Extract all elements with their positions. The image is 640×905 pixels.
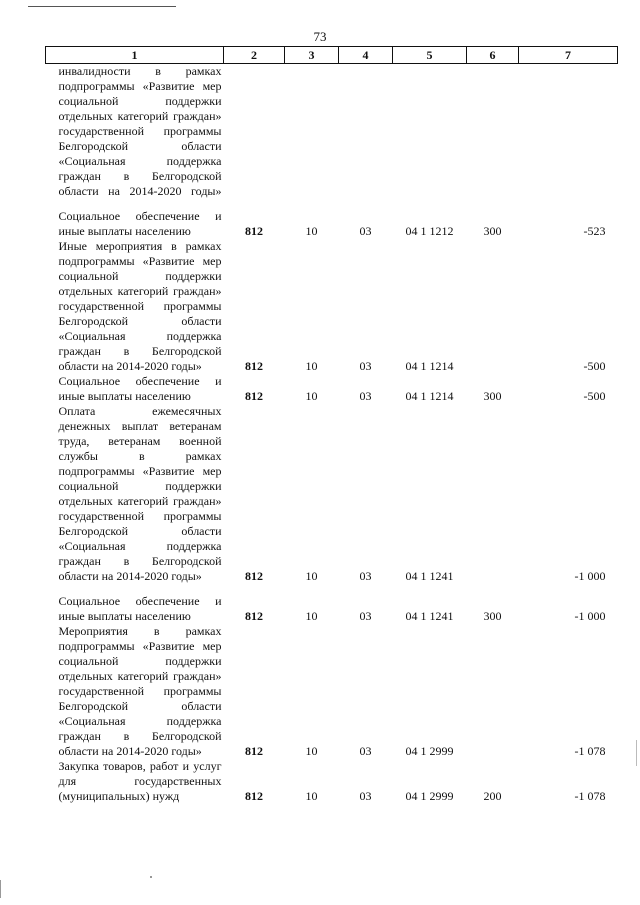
scan-speck bbox=[150, 876, 152, 878]
table-row bbox=[46, 374, 618, 404]
row-amount: -1 078 bbox=[574, 789, 606, 803]
column-header-5: 5 bbox=[393, 47, 467, 64]
row-admin-code: 812 bbox=[245, 389, 263, 403]
row-subsection: 03 bbox=[359, 569, 372, 583]
row-amount: -500 bbox=[583, 359, 606, 373]
row-subsection: 03 bbox=[359, 224, 372, 238]
row-description: Закупка товаров, работ и услуг для государственных (муниципальных) нужд bbox=[58, 759, 222, 803]
row-subsection bbox=[339, 64, 393, 200]
row-section: 10 bbox=[305, 389, 318, 403]
row-expense-type: 300 bbox=[483, 389, 502, 403]
row-amount: -1 078 bbox=[574, 744, 606, 758]
row-admin-code bbox=[224, 64, 285, 200]
row-expense-type bbox=[467, 624, 519, 759]
row-subsection: 03 bbox=[359, 789, 372, 803]
column-header-3: 3 bbox=[285, 47, 339, 64]
row-section: 10 bbox=[305, 569, 318, 583]
scan-edge-mark-right bbox=[636, 740, 637, 766]
row-expense-type: 300 bbox=[483, 609, 502, 623]
row-target-article: 04 1 1241 bbox=[405, 609, 454, 623]
header-row bbox=[46, 47, 618, 64]
row-admin-code: 812 bbox=[245, 569, 263, 583]
row-spacer bbox=[46, 199, 618, 209]
row-section: 10 bbox=[305, 359, 318, 373]
row-admin-code: 812 bbox=[245, 224, 263, 238]
budget-table bbox=[45, 46, 618, 804]
row-target-article: 04 1 1214 bbox=[405, 389, 454, 403]
row-description: Социальное обеспечение и иные выплаты населению bbox=[58, 209, 222, 238]
scan-edge-mark bbox=[0, 880, 1, 898]
table-row bbox=[46, 404, 618, 584]
row-target-article: 04 1 1241 bbox=[405, 569, 454, 583]
row-amount: -523 bbox=[583, 224, 606, 238]
row-subsection: 03 bbox=[359, 744, 372, 758]
column-header-2: 2 bbox=[224, 47, 285, 64]
row-target-article: 04 1 1214 bbox=[405, 359, 454, 373]
row-target-article: 04 1 2999 bbox=[405, 744, 454, 758]
row-description: Оплата ежемесячных денежных выплат ветеранам труда, ветеранам военной службы в рамках подпрограммы «Развитие мер социальной поддержки отдельных категорий граждан» государственной программы Белгородской области «Социальная поддержка граждан в Белгородской области на 2014-2020 годы» bbox=[58, 404, 222, 583]
row-expense-type bbox=[467, 239, 519, 374]
row-expense-type bbox=[467, 64, 519, 200]
row-spacer bbox=[46, 584, 618, 594]
row-admin-code: 812 bbox=[245, 789, 263, 803]
row-admin-code: 812 bbox=[245, 609, 263, 623]
table-row bbox=[46, 759, 618, 804]
row-target-article bbox=[393, 64, 467, 200]
row-amount: -500 bbox=[583, 389, 606, 403]
table-row bbox=[46, 594, 618, 624]
row-section: 10 bbox=[305, 789, 318, 803]
column-header-1: 1 bbox=[46, 47, 224, 64]
row-target-article: 04 1 1212 bbox=[405, 224, 454, 238]
table-row bbox=[46, 64, 618, 200]
row-section bbox=[285, 64, 339, 200]
row-section: 10 bbox=[305, 609, 318, 623]
row-description: Социальное обеспечение и иные выплаты населению bbox=[58, 374, 222, 403]
row-section: 10 bbox=[305, 224, 318, 238]
column-header-7: 7 bbox=[519, 47, 618, 64]
row-admin-code: 812 bbox=[245, 744, 263, 758]
table-row bbox=[46, 239, 618, 374]
row-description: Иные мероприятия в рамках подпрограммы «Развитие мер социальной поддержки отдельных категорий граждан» государственной программы Белгородской области «Социальная поддержка граждан в Белгородской области на 2014-2020 годы» bbox=[58, 239, 222, 373]
row-expense-type: 300 bbox=[483, 224, 502, 238]
row-target-article: 04 1 2999 bbox=[405, 789, 454, 803]
column-header-4: 4 bbox=[339, 47, 393, 64]
row-section: 10 bbox=[305, 744, 318, 758]
row-description: инвалидности в рамках подпрограммы «Развитие мер социальной поддержки отдельных категорий граждан» государственной программы Белгородской области «Социальная поддержка граждан в Белгородской области на 2014-2020 годы» bbox=[58, 64, 222, 198]
page-number: 73 bbox=[313, 29, 327, 44]
row-admin-code: 812 bbox=[245, 359, 263, 373]
row-amount bbox=[519, 64, 618, 200]
column-header-6: 6 bbox=[467, 47, 519, 64]
row-expense-type bbox=[467, 404, 519, 584]
row-description: Социальное обеспечение и иные выплаты населению bbox=[58, 594, 222, 623]
row-description: Мероприятия в рамках подпрограммы «Развитие мер социальной поддержки отдельных категорий граждан» государственной программы Белгородской области «Социальная поддержка граждан в Белгородской области на 2014-2020 годы» bbox=[58, 624, 222, 758]
table-row bbox=[46, 209, 618, 239]
table-row bbox=[46, 624, 618, 759]
row-subsection: 03 bbox=[359, 389, 372, 403]
row-amount: -1 000 bbox=[574, 609, 606, 623]
top-rule bbox=[28, 6, 176, 7]
row-subsection: 03 bbox=[359, 609, 372, 623]
row-expense-type: 200 bbox=[483, 789, 502, 803]
row-amount: -1 000 bbox=[574, 569, 606, 583]
row-subsection: 03 bbox=[359, 359, 372, 373]
